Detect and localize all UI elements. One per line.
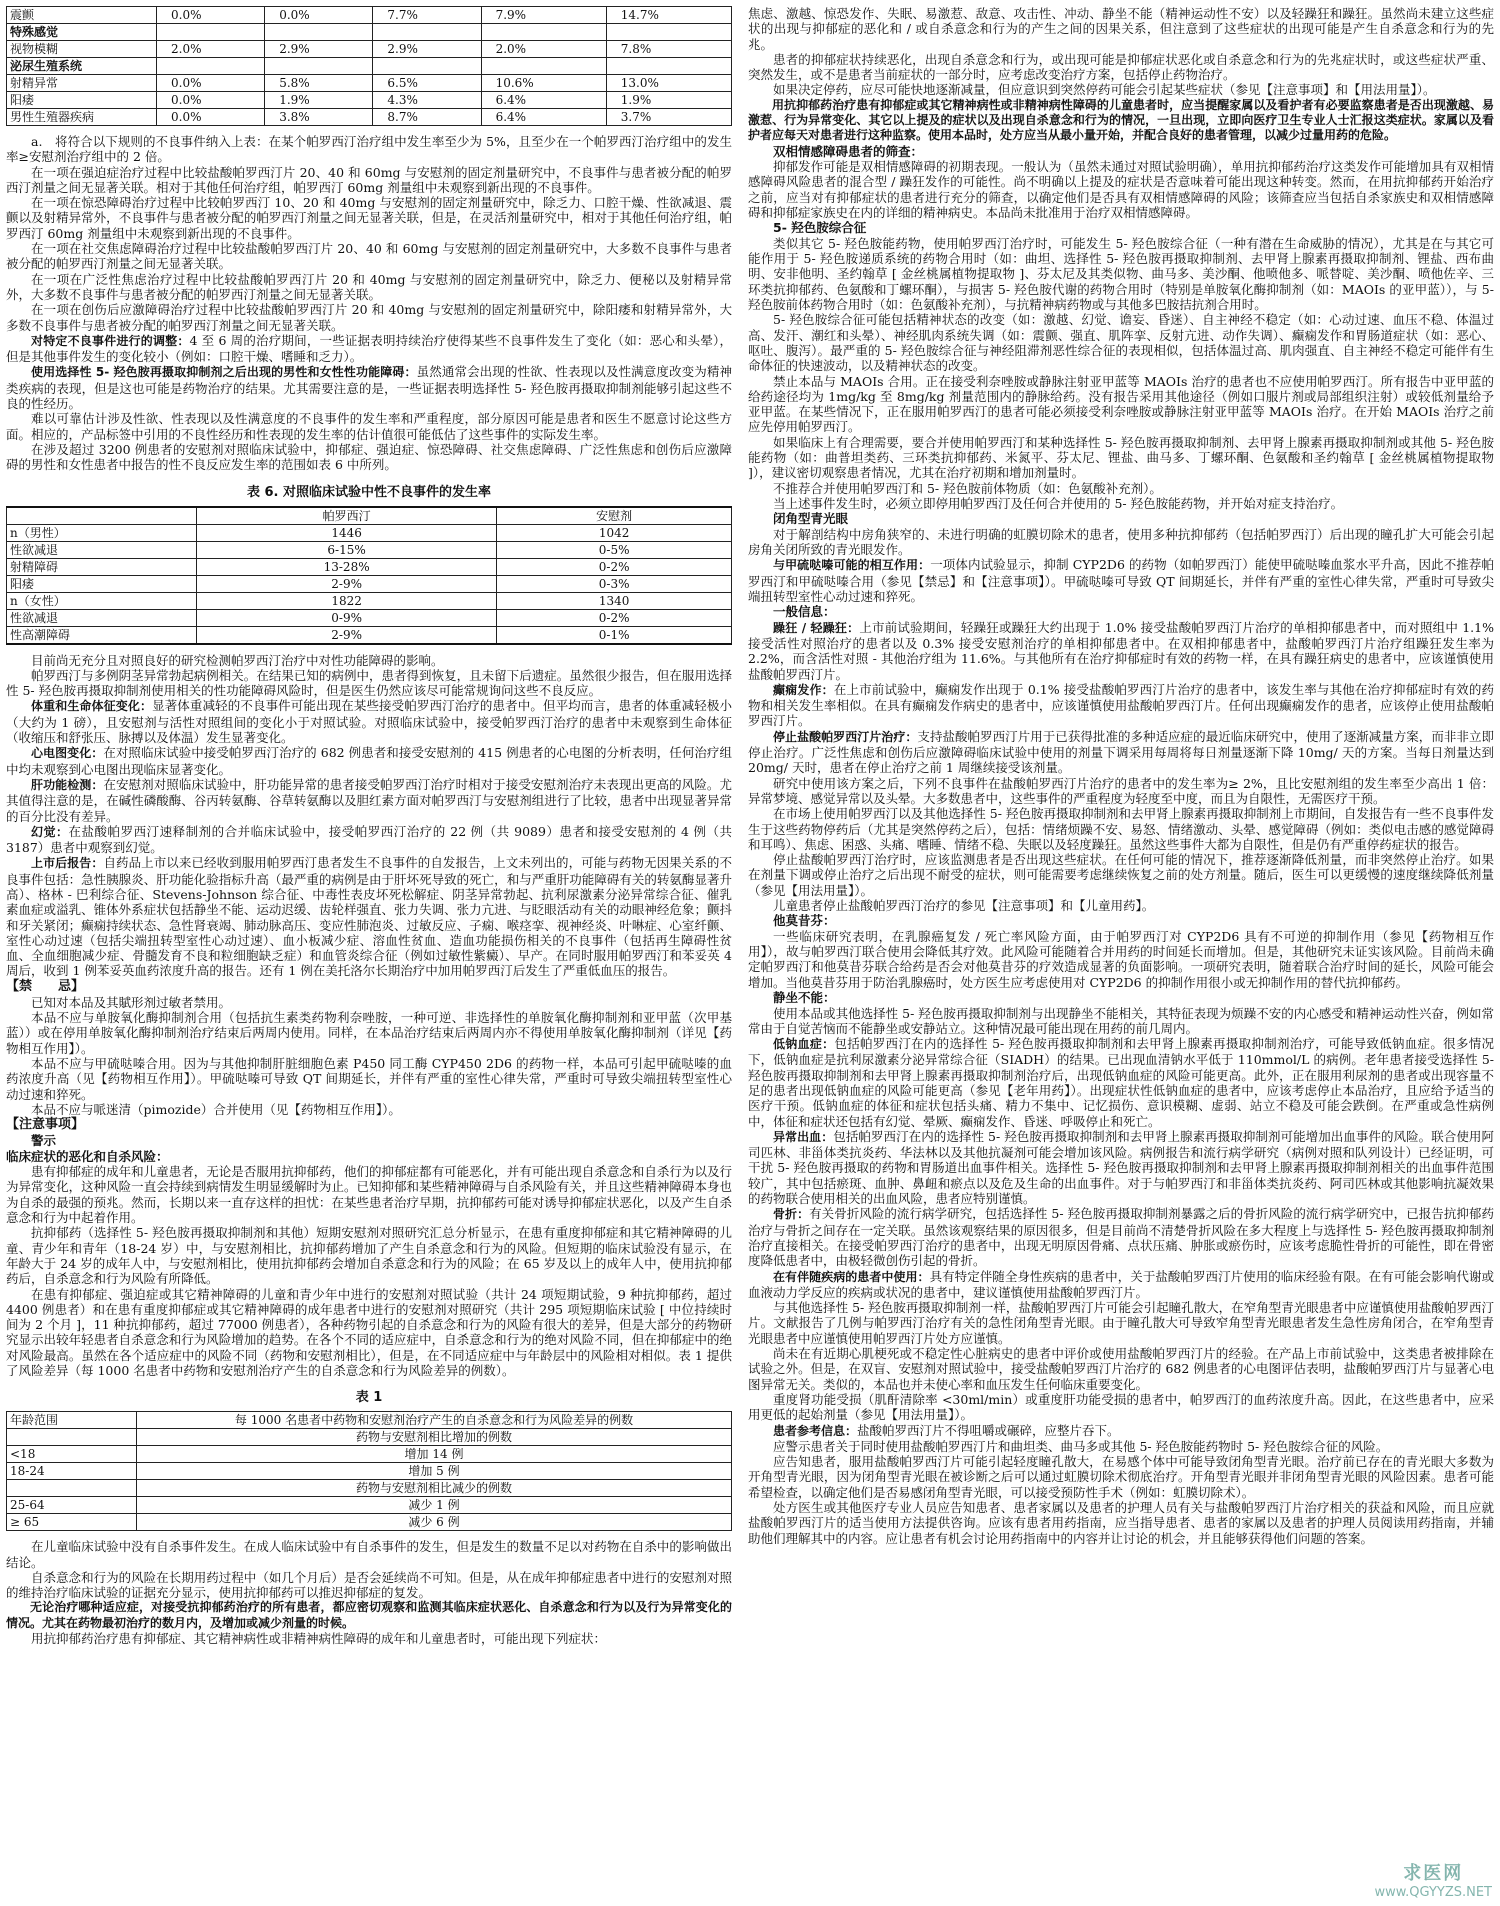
table-cell: 0.0% — [157, 109, 265, 126]
paragraph: 在一项在惊恐障碍治疗过程中比较帕罗西汀 10、20 和 40mg 与安慰剂的固定剂量研究中，除乏力、口腔干燥、性欲减退、震颤以及射精异常外，不良事件与患者被分配的帕罗西汀剂量之间无显著关联，但是，在灵活剂量研究中，相对于其他任何治疗组，帕罗西汀 60mg 剂量组中未观察到新出现的不良事件。 — [6, 195, 732, 241]
paragraph: 用抗抑郁药治疗患有抑郁症、其它精神病性或非精神病性障碍的成年和儿童患者时，可能出现下列症状： — [31, 1631, 607, 1647]
section-heading: 闭角型青光眼 — [773, 511, 849, 527]
table1-header: 每 1000 名患者中药物和安慰剂治疗产生的自杀意念和行为风险差异的例数 — [137, 1412, 732, 1429]
table-cell: 1822 — [197, 592, 497, 609]
table-row-label: n（男性） — [7, 524, 197, 541]
table6-header — [7, 507, 197, 525]
table-cell — [265, 24, 373, 41]
warning-subheading: 临床症状的恶化和自杀风险： — [6, 1148, 169, 1164]
table-cell: 7.7% — [373, 7, 481, 24]
table1-cell: 25-64 — [7, 1497, 137, 1514]
table-cell: 0.0% — [157, 75, 265, 92]
table-cell — [373, 58, 481, 75]
paragraph: 儿童患者停止盐酸帕罗西汀治疗的参见【注意事项】和【儿童用药】。 — [773, 898, 1155, 914]
watermark — [1374, 1859, 1492, 1900]
paragraph: 当上述事件发生时，必须立即停用帕罗西汀及任何合并使用的 5- 羟色胺能药物，并开始对症支持治疗。 — [773, 495, 1344, 511]
paragraph: 类似其它 5- 羟色胺能药物，使用帕罗西汀治疗时，可能发生 5- 羟色胺综合征（一种有潜在生命威胁的情况），尤其是在与其它可能作用于 5- 羟色胺递质系统的药物合用时（如：曲坦、选择性 5- 羟色胺再摄取抑制剂、去甲肾上腺素再摄取抑制剂、锂盐、西布曲明、安非他明、圣约翰草 [ 金丝桃属植物提取物 ]、芬太尼及其类似物、曲马多、美沙酮、他喷他多、哌替啶、美沙酮、喷他佐辛、三环类抗抑郁药、色氨酸和丁螺环酮），与损害 5- 羟色胺代谢的药物合用时（特别是单胺氧化酶抑制剂（如：MAOIs 的亚甲蓝）），与 5- 羟色胺前体药物合用时（如：色氨酸补充剂），与抗精神病药物或与其他多巴胺拮抗剂合用时。 — [748, 235, 1494, 313]
section-heading: 他莫昔芬： — [773, 913, 836, 929]
table1-cell: 减少 6 例 — [137, 1514, 732, 1531]
table-row-label: 性高潮障碍 — [7, 626, 197, 644]
watermark-url: www.QGYYZS.NET — [1374, 1885, 1492, 1900]
table-cell — [157, 58, 265, 75]
footnote-a: a. 将符合以下规则的不良事件纳入上表：在某个帕罗西汀治疗组中发生率至少为 5%，且至少在一个帕罗西汀治疗组中的发生率≥安慰剂治疗组中的 2 倍。 — [6, 134, 732, 165]
table-row — [7, 41, 732, 58]
section-heading: 双相情感障碍患者的筛查： — [773, 143, 924, 159]
paragraph: 本品不应与哌迷清（pimozide）合并使用（见【药物相互作用】）。 — [31, 1101, 401, 1117]
paragraph: 停止盐酸帕罗西汀治疗时，应该监测患者是否出现这些症状。在任何可能的情况下，推荐逐渐降低剂量，而非突然停止治疗。如果在剂量下调或停止治疗之后出现不耐受的症状，则可能需要考虑继续恢复之前的处方剂量。随后，医生可以更缓慢的速度继续降低剂量（参见【用法用量】）。 — [748, 852, 1494, 898]
paragraph: 躁狂 / 轻躁狂：上市前试验期间，轻躁狂或躁狂大约出现于 1.0% 接受盐酸帕罗西汀片治疗的单相抑郁患者中，而对照组中 1.1% 接受活性对照治疗的患者以及 0.3% 接受安慰剂治疗的单相抑郁患者中。在双相抑郁患者中，盐酸帕罗西汀片治疗组躁狂发生率为 2.2%，而含活性对照 - 其他治疗组为 11.6%。与其他所有在治疗抑郁症时有效的药物一样，在具有躁狂病史的患者中，应该谨慎使用盐酸帕罗西汀片。 — [748, 619, 1494, 682]
table-row-label: 视物模糊 — [7, 41, 157, 58]
table-cell: 10.6% — [481, 75, 606, 92]
section-heading: 一般信息： — [773, 604, 836, 620]
table-cell: 2.9% — [373, 41, 481, 58]
table-row — [7, 575, 732, 592]
paragraph: 在市场上使用帕罗西汀以及其他选择性 5- 羟色胺再摄取抑制剂和去甲肾上腺素再摄取抑制剂上市期间，自发报告有一些不良事件发生于这些药物停药后（尤其是突然停药之后），包括：情绪烦躁不安、易怒、情绪激动、头晕、感觉障碍（例如：类似电击感的感觉障碍和耳鸣）、焦虑、困惑、头痛、嗜睡、情绪不稳、失眠以及轻度躁狂。虽然这些事件大都为自限性，但是仍有严重停药症状的报告。 — [748, 806, 1494, 852]
table1-subheader: 药物与安慰剂相比增加的例数 — [137, 1429, 732, 1446]
table6-header: 安慰剂 — [497, 507, 732, 525]
table-cell: 0-3% — [497, 575, 732, 592]
paragraph: 禁止本品与 MAOIs 合用。正在接受利奈唑胺或静脉注射亚甲蓝等 MAOIs 治疗的患者也不应使用帕罗西汀。所有报告中亚甲蓝的给药途径均为 1mg/kg 至 8mg/kg 剂量范围内的静脉给药。没有报告采用其他途径（例如口服片剂或局部组织注射）或较低剂量给予亚甲蓝。在某些情况下，正在服用帕罗西汀的患者可能必须接受利奈唑胺或静脉注射亚甲蓝等 MAOIs 治疗。在开始 MAOIs 治疗之前应先停用帕罗西汀。 — [748, 373, 1494, 435]
table-cell: 6-15% — [197, 541, 497, 558]
paragraph: 与其他选择性 5- 羟色胺再摄取抑制剂一样，盐酸帕罗西汀片可能会引起瞳孔散大，在窄角型青光眼患者中应谨慎使用盐酸帕罗西汀片。文献报告了几例与帕罗西汀治疗有关的急性闭角型青光眼。由于瞳孔散大可导致窄角型青光眼患者发生急性房角闭合，在窄角型青光眼患者中应谨慎使用帕罗西汀片处方应谨慎。 — [748, 1300, 1494, 1346]
table-row — [7, 524, 732, 541]
table6-caption: 表 6. 对照临床试验中性不良事件的发生率 — [246, 484, 492, 500]
right-column — [748, 6, 1494, 1546]
table-row — [7, 109, 732, 126]
table-row — [7, 609, 732, 626]
paragraph: 应警示患者关于同时使用盐酸帕罗西汀片和曲坦类、曲马多或其他 5- 羟色胺能药物时 5- 羟色胺综合征的风险。 — [773, 1438, 1389, 1454]
paragraph: 研究中使用该方案之后，下列不良事件在盐酸帕罗西汀片治疗的患者中的发生率为≥ 2%，且比安慰剂组的发生率至少高出 1 倍：异常梦境、感觉异常以及头晕。大多数患者中，这些事件的严重程度为轻度至中度，而且为自限性，无需医疗干预。 — [748, 775, 1494, 806]
table-cell: 2.0% — [481, 41, 606, 58]
paragraph: 停止盐酸帕罗西汀片治疗：支持盐酸帕罗西汀片用于已获得批准的多种适应症的最近临床研究中，使用了逐渐减量方案，而非非立即停止治疗。广泛性焦虑和创伤后应激障碍临床试验中使用的剂量下调采用每周将每日剂量逐渐下降 10mg/ 天的方案。当每日剂量达到 20mg/ 天时，患者在停止治疗之前 1 周继续接受该剂量。 — [748, 728, 1494, 776]
paragraph: 抑郁发作可能是双相情感障碍的初期表现。一般认为（虽然未通过对照试验明确），单用抗抑郁药治疗这类发作可能增加具有双相情感障碍风险患者的混合型 / 躁狂发作的可能性。尚不明确以上提及的症状是否意味着可能出现这种转变。然而，在用抗抑郁药开始治疗之前，应当对有抑郁症状的患者进行充分的筛查，以确定他们是否具有双相情感障碍的风险；该筛查应当包括自杀家族史和双相情感障碍和抑郁症家族史在内的详细的精神病史。本品尚未批准用于治疗双相情感障碍。 — [748, 159, 1494, 221]
table-cell: 0-2% — [497, 609, 732, 626]
table-cell: 0-2% — [497, 558, 732, 575]
table-cell: 7.8% — [606, 41, 731, 58]
paragraph: 在一项在社交焦虑障碍治疗过程中比较盐酸帕罗西汀片 20、40 和 60mg 与安慰剂的固定剂量研究中，大多数不良事件与患者被分配的帕罗西汀剂量之间无显著关联。 — [6, 241, 732, 272]
paragraph: 在一项在强迫症治疗过程中比较盐酸帕罗西汀片 20、40 和 60mg 与安慰剂的固定剂量研究中，不良事件与患者被分配的帕罗西汀剂量之间无显著关联。相对于其他任何治疗组，帕罗西汀 60mg 剂量组中未观察到新出现的不良事件。 — [6, 164, 732, 195]
table6-header: 帕罗西汀 — [197, 507, 497, 525]
table-cell: 6.4% — [481, 109, 606, 126]
table-cell: 1.9% — [265, 92, 373, 109]
paragraph: 异常出血：包括帕罗西汀在内的选择性 5- 羟色胺再摄取抑制剂和去甲肾上腺素再摄取抑制剂可能增加出血事件的风险。联合使用阿司匹林、非甾体类抗炎药、华法林以及其他抗凝剂可能会增加该风险。病例报告和流行病学研究（病例对照和队列设计）已经证明，可干扰 5- 羟色胺再摄取的药物和胃肠道出血事件相关。选择性 5- 羟色胺再摄取抑制剂和去甲肾上腺素再摄取抑制剂相关的出血事件范围较广，其中包括瘀斑、血肿、鼻衄和瘀点以及危及生命的出血事件。对于与帕罗西汀和非甾体类抗炎药、阿司匹林或其他影响抗凝效果的药物联合使用相关的出血风险，患者应特别谨慎。 — [748, 1128, 1494, 1207]
paragraph: 焦虑、激越、惊恐发作、失眠、易激惹、敌意、攻击性、冲动、静坐不能（精神运动性不安）以及轻躁狂和躁狂。虽然尚未建立这些症状的出现与抑郁症的恶化和 / 或自杀意念和行为的产生之间的因果关系，但注意到了这些症状的出现可能是产生自杀意念和行为的先兆。 — [748, 6, 1494, 52]
table-row — [7, 592, 732, 609]
table-row — [7, 558, 732, 575]
warning-subheading: 警示 — [31, 1133, 57, 1149]
paragraph: 帕罗西汀与多例阴茎异常勃起病例相关。在结果已知的病例中，患者得到恢复，且未留下后遗症。虽然很少报告，但在服用选择性 5- 羟色胺再摄取抑制剂使用相关的性功能障碍风险时，但是医生仍然应该尽可能常规询问这些不良反应。 — [6, 667, 732, 699]
paragraph: 患者的抑郁症状持续恶化，出现自杀意念和行为，或出现可能是抑郁症状恶化或自杀意念和行为的先兆症状时，或这些症状严重、突然发生，或不是患者当前症状的一部分时，应考虑改变治疗方案，包括停止药物治疗。 — [748, 51, 1494, 83]
paragraph: 与甲硫哒嗪可能的相互作用：一项体内试验显示，抑制 CYP2D6 的药物（如帕罗西汀）能使甲硫哒嗪血浆水平升高，因此不推荐帕罗西汀和甲硫哒嗪合用（参见【禁忌】和【注意事项】）。甲硫哒嗪可导致 QT 间期延长，并伴有严重的室性心律失常，严重时可导致尖端扭转型室性心动过速和猝死。 — [748, 557, 1494, 604]
table-cell: 13.0% — [606, 75, 731, 92]
table-row-label: 男性生殖器疾病 — [7, 109, 157, 126]
table-cell: 1.9% — [606, 92, 731, 109]
table-cell: 0.0% — [265, 7, 373, 24]
table-cell: 2.0% — [157, 41, 265, 58]
table-cell: 14.7% — [606, 7, 731, 24]
paragraph: 肝功能检测：在安慰剂对照临床试验中，肝功能异常的患者接受帕罗西汀治疗时相对于接受安慰剂治疗未表现出更高的风险。尤其值得注意的是，在碱性磷酸酶、谷丙转氨酶、谷草转氨酶以及胆红素方面对帕罗西汀与安慰剂组进行了比较，患者中出现显著异常的百分比没有差异。 — [6, 776, 732, 824]
table-row — [7, 75, 732, 92]
adverse-events-table — [6, 6, 732, 126]
paragraph: 幻觉：在盐酸帕罗西汀速释制剂的合并临床试验中，接受帕罗西汀治疗的 22 例（共 9089）患者和接受安慰剂的 4 例（共 3187）患者中观察到幻觉。 — [6, 823, 732, 856]
paragraph: 上市后报告：自药品上市以来已经收到服用帕罗西汀患者发生不良事件的自发报告，上文未列出的，可能与药物无因果关系的不良事件包括：急性胰腺炎、肝功能化验指标升高（最严重的病例是由于肝坏死导致的死亡，和与严重肝功能障碍有关的转氨酶显著升高）、格林 - 巴利综合征、Stevens-Johnson 综合征、中毒性表皮坏死松解症、阴茎异常勃起、抗利尿激素分泌异常综合征、催乳素血症或溢乳、锥体外系症状包括静坐不能、运动迟缓、齿轮样强直、张力失调、张力亢进、与眨眼活动有关的动眼神经危象；颤抖和牙关紧闭；癫痫持续状态、急性肾衰竭、肺动脉高压、变应性肺泡炎、过敏反应、子痫、喉痉挛、视神经炎、叶啉症、心室纤颤、室性心动过速（包括尖端扭转型室性心动过速）、血小板减少症、溶血性贫血、造血功能损伤相关的不良事件（包括再生障碍性贫血、全血细胞减少症、骨髓发育不良和粒细胞缺乏症）和血管炎综合征（例如过敏性紫癜）、早产。在同时服用帕罗西汀和苯妥英 4 周后，收到 1 例苯妥英血药浓度升高的报告。还有 1 例在美托洛尔长期治疗中加用帕罗西汀后发生了严重低血压的报告。 — [6, 855, 732, 979]
paragraph: 如果决定停药，应尽可能快地逐渐减量，但应意识到突然停药可能会引起某些症状（参见【注意事项】和【用法用量】）。 — [773, 82, 1436, 98]
table-row-label: 射精障碍 — [7, 558, 197, 575]
table-cell: 3.7% — [606, 109, 731, 126]
table-row-label: 阳痿 — [7, 575, 197, 592]
table-row-label: 震颤 — [7, 7, 157, 24]
table-cell — [606, 24, 731, 41]
table1-cell: ≥ 65 — [7, 1514, 137, 1531]
table-cell — [481, 58, 606, 75]
paragraph: 在儿童临床试验中没有自杀事件发生。在成人临床试验中有自杀事件的发生，但是发生的数量不足以对药物在自杀中的影响做出结论。 — [6, 1539, 732, 1570]
paragraph: 骨折：有关骨折风险的流行病学研究，包括选择性 5- 羟色胺再摄取抑制剂暴露之后的骨折风险的流行病学研究中，已报告抗抑郁药治疗与骨折之间存在一定关联。虽然该观察结果的原因很多，但是目前尚不清楚骨折风险在多大程度上与选择性 5- 羟色胺再摄取抑制剂治疗直接相关。在接受帕罗西汀治疗的患者中，出现无明原因骨痛、点状压痛、肿胀或瘀伤时，应该考虑脆性骨折的可能性，即在骨密度降低患者中，由极轻微创伤引起的骨折。 — [748, 1206, 1494, 1269]
table-row-label: 射精异常 — [7, 75, 157, 92]
table-cell — [265, 58, 373, 75]
table-cell — [157, 24, 265, 41]
table-row-label: 性欲减退 — [7, 541, 197, 558]
table-cell — [481, 24, 606, 41]
paragraph: 如果临床上有合理需要，要合并使用帕罗西汀和某种选择性 5- 羟色胺再摄取抑制剂、去甲肾上腺素再摄取抑制剂或其他 5- 羟色胺能药物（如：曲普坦类药、三环类抗抑郁药、米氮平、芬太尼、锂盐、曲马多、丁螺环酮、色氨酸和圣约翰草 [ 金丝桃属植物提取物 ]），建议密切观察患者情况，尤其在治疗初期和增加剂量时。 — [748, 434, 1494, 481]
paragraph: 体重和生命体征变化：显著体重减轻的不良事件可能出现在某些接受帕罗西汀治疗的患者中。但平均而言，患者的体重减轻极小（大约为 1 磅），且安慰剂与活性对照组间的变化小于对照试验。对照临床试验中，接受帕罗西汀治疗的患者中未观察到生命体征（收缩压和舒张压、脉搏以及体温）发生显著变化。 — [6, 698, 732, 746]
table-cell — [606, 58, 731, 75]
paragraph: 低钠血症：包括帕罗西汀在内的选择性 5- 羟色胺再摄取抑制剂和去甲肾上腺素再摄取抑制剂治疗，可能导致低钠血症。很多情况下，低钠血症是抗利尿激素分泌异常综合征（SIADH）的结果。已出现血清钠水平低于 110mmol/L 的病例。老年患者接受选择性 5- 羟色胺再摄取抑制剂和去甲肾上腺素再摄取抑制剂治疗后，出现低钠血症的风险可能更高。此外，正在服用利尿剂的患者或出现容量不足的患者出现低钠血症的风险可能更高（参见【老年用药】）。出现症状性低钠血症的患者中，应该考虑停止本品治疗，且应给予适当的医疗干预。低钠血症的体征和症状包括头痛、精力不集中、记忆损伤、意识模糊、虚弱、站立不稳及可能会跌倒。在严重或急性病例中，体征和症状还包括有幻觉、晕厥、癫痫发作、昏迷、呼吸停止和死亡。 — [748, 1036, 1494, 1129]
table-row-label: 泌尿生殖系统 — [7, 58, 157, 75]
paragraph: 患者参考信息：盐酸帕罗西汀片不得咀嚼或碾碎，应整片吞下。 — [773, 1422, 1120, 1438]
table1-cell: 增加 5 例 — [137, 1463, 732, 1480]
table-row — [7, 541, 732, 558]
table-cell: 2.9% — [265, 41, 373, 58]
paragraph: 使用本品或其他选择性 5- 羟色胺再摄取抑制剂与出现静坐不能相关，其特征表现为烦躁不安的内心感受和精神运动性兴奋，例如常常由于自觉苦恼而不能静坐或安静站立。这种情况最可能出现在用药的前几周内。 — [748, 1005, 1494, 1036]
table-cell: 4.3% — [373, 92, 481, 109]
paragraph: 5- 羟色胺综合征可能包括精神状态的改变（如：激越、幻觉、谵妄、昏迷）、自主神经不稳定（如：心动过速、血压不稳、体温过高、发汗、潮红和头晕）、神经肌肉系统失调（如：震颤、强直、肌阵挛、反射亢进、动作失调）、癫痫发作和胃肠道症状（如：恶心、呕吐、腹泻）。最严重的 5- 羟色胺综合征与神经阻滞剂恶性综合征的表现相似，包括体温过高、肌肉强直、自主神经不稳定可能伴有生命体征的快速波动，以及精神状态的改变。 — [748, 312, 1494, 374]
table1-cell: 减少 1 例 — [137, 1497, 732, 1514]
table-cell — [373, 24, 481, 41]
paragraph: 对特定不良事件进行的调整：4 至 6 周的治疗期间，一些证据表明持续治疗使得某些不良事件发生了变化（如：恶心和头晕），但是其他事件发生的变化较小（例如：口腔干燥、嗜睡和乏力）。 — [6, 332, 732, 365]
paragraph: 癫痫发作：在上市前试验中，癫痫发作出现于 0.1% 接受盐酸帕罗西汀片治疗的患者中，该发生率与其他在治疗抑郁症时有效的药物和相关发生率相似。在具有癫痫发作病史的患者中，应该谨慎使用盐酸帕罗西汀片。任何出现癫痫发作的患者，应该停止使用盐酸帕罗西汀片。 — [748, 681, 1494, 729]
table-row — [7, 626, 732, 644]
table-cell: 1446 — [197, 524, 497, 541]
left-column — [6, 6, 732, 1646]
paragraph: 在有伴随疾病的患者中使用：具有特定伴随全身性疾病的患者中，关于盐酸帕罗西汀片使用的临床经验有限。在有可能会影响代谢或血液动力学反应的疾病或状况的患者中，建议谨慎使用盐酸帕罗西汀片。 — [748, 1268, 1494, 1300]
table-cell: 0.0% — [157, 92, 265, 109]
table1 — [6, 1411, 732, 1531]
table-section-row — [7, 24, 732, 41]
table-cell: 0-1% — [497, 626, 732, 644]
table1-cell: 增加 14 例 — [137, 1446, 732, 1463]
table-row-label: n（女性） — [7, 592, 197, 609]
table-cell: 5.8% — [265, 75, 373, 92]
paragraph: 心电图变化：在对照临床试验中接受帕罗西汀治疗的 682 例患者和接受安慰剂的 415 例患者的心电图的分析表明，任何治疗组中均未观察到心电图出现临床显著变化。 — [6, 745, 732, 777]
paragraph: 在涉及超过 3200 例患者的安慰剂对照临床试验中，抑郁症、强迫症、惊恐障碍、社交焦虑障碍、广泛性焦虑和创伤后应激障碍的男性和女性患者中报告的性不良反应发生率的范围如表 6 中所列。 — [6, 441, 732, 473]
table-cell: 6.5% — [373, 75, 481, 92]
paragraph: 处方医生或其他医疗专业人员应告知患者、患者家属以及患者的护理人员有关与盐酸帕罗西汀片治疗相关的获益和风险，而且应就盐酸帕罗西汀片的适当使用方法提供咨询。应该有患者用药指南，应当指导患者、患者的家属以及患者的护理人员阅读用药指南，并辅助他们理解其中的内容。应让患者有机会讨论用药指南中的内容并让讨论的机会，并且能够获得他们问题的答案。 — [748, 1500, 1494, 1546]
table-cell: 2-9% — [197, 626, 497, 644]
paragraph: 目前尚无充分且对照良好的研究检测帕罗西汀治疗中对性功能障碍的影响。 — [31, 652, 444, 668]
table-cell: 0-5% — [497, 541, 732, 558]
contraindications-heading: 【禁 忌】 — [6, 978, 85, 994]
table-cell: 7.9% — [481, 7, 606, 24]
paragraph: 抗抑郁药（选择性 5- 羟色胺再摄取抑制剂和其他）短期安慰剂对照研究汇总分析显示，在患有重度抑郁症和其它精神障碍的儿童、青少年和青年（18-24 岁）中，与安慰剂相比，抗抑郁药增加了产生自杀意念和行为的风险。但短期的临床试验没有显示，在年龄大于 24 岁的成年人中，与安慰剂相比，使用抗抑郁药会增加自杀意念和行为的风险；在 65 岁及以上的成年人中，使用抗抑郁药后，自杀意念和行为风险有所降低。 — [6, 1225, 732, 1287]
section-heading: 5- 羟色胺综合征 — [773, 220, 867, 236]
table-row-label: 特殊感觉 — [7, 24, 157, 41]
paragraph: 患有抑郁症的成年和儿童患者，无论是否服用抗抑郁药，他们的抑郁症都有可能恶化，并有可能出现自杀意念和自杀行为以及行为异常变化，这种风险一直会持续到病情发生明显缓解时为止。已知抑郁和某些精神障碍与自杀风险有关，并且这些精神障碍本身也为自杀的最强的预兆。然而，长期以来一直存这样的担忧：在某些患者治疗早期，抗抑郁药可能对诱导抑郁症状恶化，以及产生自杀意念和行为中起着作用。 — [6, 1164, 732, 1226]
paragraph-bold: 无论治疗哪种适应症，对接受抗抑郁药治疗的所有患者，都应密切观察和监测其临床症状恶化、自杀意念和行为以及行为异常变化的情况。尤其在药物最初治疗的数月内，及增加或减少剂量的时候。 — [6, 1600, 732, 1630]
paragraph-bold: 用抗抑郁药治疗患有抑郁症或其它精神病性或非精神病性障碍的儿童患者时，应当提醒家属以及看护者有必要监察患者是否出现激越、易激惹、行为异常变化、其它以上提及的症状以及出现自杀意念和行为的情况，一旦出现，立即向医疗卫生专业人士汇报这类症状。家属以及看护者应每天对患者进行这种监察。使用本品时，处方应当从最小量开始，并配合良好的患者管理，以减少过量用药的危险。 — [748, 97, 1494, 143]
paragraph: 对于解剖结构中房角狭窄的、未进行明确的虹膜切除术的患者，使用多种抗抑郁药（包括帕罗西汀）后出现的瞳孔扩大可能会引起房角关闭所致的青光眼发作。 — [748, 526, 1494, 557]
table-cell: 13-28% — [197, 558, 497, 575]
table-cell: 1042 — [497, 524, 732, 541]
paragraph: 已知对本品及其賦形剂过敏者禁用。 — [31, 994, 232, 1010]
paragraph: 在患有抑郁症、强迫症或其它精神障碍的儿童和青少年中进行的安慰剂对照试验（共计 24 项短期试验，9 种抗抑郁药，超过 4400 例患者）和在患有重度抑郁症或其它精神障碍的成年患者中进行的安慰剂对照研究（共计 295 项短期临床试验 [ 中位持续时间为 2 个月 ]，11 种抗抑郁药，超过 77000 例患者），各种药物引起的自杀意念和行为的风险有很大的差异，但是大部分的药物研究显示出较年轻患者自杀意念和行为风险增加的趋势。在各个不同的适应症中，自杀意念和行为的绝对风险不同，但在抑郁症中的绝对风险最高。虽然在各个适应症中的风险不同（药物和安慰剂相比），但是，在不同适应症中与年龄层中的风险相对相似。表 1 提供了风险差异（每 1000 名患者中药物和安慰剂治疗产生的自杀意念和行为风险差异的例数）。 — [6, 1286, 732, 1378]
paragraph: 本品不应与甲硫哒嗪合用。因为与其他抑制肝脏细胞色素 P450 同工酶 CYP450 2D6 的药物一样，本品可引起甲硫哒嗪的血药浓度升高（见【药物相互作用】）。甲硫哒嗪可导致 QT 间期延长，并伴有严重的室性心律失常，严重时可导致尖端扭转型室性心动过速和猝死。 — [6, 1055, 732, 1102]
table-section-row — [7, 58, 732, 75]
table1-caption: 表 1 — [355, 1390, 383, 1406]
paragraph: 使用选择性 5- 羟色胺再摄取抑制剂之后出现的男性和女性性功能障碍：虽然通常会出现的性欲、性表现以及性满意度改变为精神类疾病的表现，但是这也可能是药物治疗的结果。尤其需要注意的是，一些证据表明选择性 5- 羟色胺再摄取抑制剂能够引起这些不良的性经历。 — [6, 364, 732, 412]
table-cell: 0-9% — [197, 609, 497, 626]
watermark-brand: 求医网 — [1403, 1863, 1464, 1884]
paragraph: 在一项在创伤后应激障碍治疗过程中比较盐酸帕罗西汀片 20 和 40mg 与安慰剂的固定剂量研究中，除阳痿和射精异常外，大多数不良事件与患者被分配的帕罗西汀剂量之间无显著关联。 — [6, 302, 732, 333]
table-row — [7, 92, 732, 109]
table-cell: 0.0% — [157, 7, 265, 24]
paragraph: 应告知患者，服用盐酸帕罗西汀片可能引起轻度瞳孔散大，在易感个体中可能导致闭角型青光眼。治疗前已存在的青光眼大多数为开角型青光眼，因为闭角型青光眼在被诊断之后可以通过虹膜切除术彻底治疗。开角型青光眼并非闭角型青光眼的风险因素。患者可能希望检查，以确定他们是否易感闭角型青光眼，可以接受预防性手术（例如：虹膜切除术）。 — [748, 1454, 1494, 1500]
paragraph: 尚未在有近期心肌梗死或不稳定性心脏病史的患者中评价或使用盐酸帕罗西汀片的经验。在产品上市前试验中，这类患者被排除在试验之外。但是，在双盲、安慰剂对照试验中，接受盐酸帕罗西汀片治疗的 682 例患者的心电图评估表明，盐酸帕罗西汀片与显著心电图异常无关。类似的，本品也并未使心率和血压发生任何临床重要变化。 — [748, 1346, 1494, 1392]
paragraph: 本品不应与单胺氧化酶抑制剂合用（包括抗生素类药物利奈唑胺，一种可逆、非选择性的单胺氧化酶抑制剂和亚甲蓝（次甲基蓝））或在停用单胺氧化酶抑制剂治疗结束后两周内使用。同样，在本品治疗结束后两周内亦不得使用单胺氧化酶抑制剂（详见【药物相互作用】）。 — [6, 1010, 732, 1056]
table-cell: 3.8% — [265, 109, 373, 126]
table-row — [7, 7, 732, 24]
table1-cell: <18 — [7, 1446, 137, 1463]
table-row-label: 阳痿 — [7, 92, 157, 109]
paragraph: 难以可靠估计涉及性欲、性表现以及性满意度的不良事件的发生率和严重程度，部分原因可能是患者和医生不愿意讨论这些方面。相应的，产品标签中引用的不良性经历和性表现的发生率的估计值很可能低估了这些事件的实际发生率。 — [6, 411, 732, 442]
table-row-label: 性欲减退 — [7, 609, 197, 626]
table1-header: 年龄范围 — [7, 1412, 137, 1429]
table1-subheader: 药物与安慰剂相比减少的例数 — [137, 1480, 732, 1497]
table-cell: 2-9% — [197, 575, 497, 592]
table-cell: 8.7% — [373, 109, 481, 126]
paragraph: 在一项在广泛性焦虑治疗过程中比较盐酸帕罗西汀片 20 和 40mg 与安慰剂的固定剂量研究中，除乏力、便秘以及射精异常外，大多数不良事件与患者被分配的帕罗西汀剂量之间无显著关联。 — [6, 271, 732, 302]
paragraph: 不推荐合并使用帕罗西汀和 5- 羟色胺前体物质（如：色氨酸补充剂）。 — [773, 480, 1162, 496]
table6 — [6, 506, 732, 645]
table1-cell: 18-24 — [7, 1463, 137, 1480]
precautions-heading: 【注意事项】 — [6, 1117, 85, 1133]
paragraph: 自杀意念和行为的风险在长期用药过程中（如几个月后）是否会延续尚不可知。但是，从在成年抑郁症患者中进行的安慰剂对照的维持治疗临床试验的证据充分显示，使用抗抑郁药可以推迟抑郁症的复发。 — [6, 1569, 732, 1601]
section-heading: 静坐不能： — [773, 990, 836, 1006]
table-cell: 6.4% — [481, 92, 606, 109]
paragraph: 重度肾功能受损（肌酐清除率 <30ml/min）或重度肝功能受损的患者中，帕罗西汀的血药浓度升高。因此，在这些患者中，应采用更低的起始剂量（参见【用法用量】）。 — [748, 1391, 1494, 1423]
table-cell: 1340 — [497, 592, 732, 609]
paragraph: 一些临床研究表明，在乳腺癌复发 / 死亡率风险方面，由于帕罗西汀对 CYP2D6 具有不可逆的抑制作用（参见【药物相互作用】），故与帕罗西汀联合使用会降低其疗效。此风险可能随着合并用药的时间延长而增加。但是，其他研究未证实该风险。目前尚未确定帕罗西汀和他莫昔芬联合给药是否会对他莫昔芬的疗效造成显著的负面影响。一项研究表明，随着联合治疗时间的延长，风险可能会增加。当他莫昔芬用于防治乳腺癌时，处方医生应考虑使用对 CYP2D6 的抑制作用很小或无抑制作用的替代抗抑郁药。 — [748, 928, 1494, 990]
